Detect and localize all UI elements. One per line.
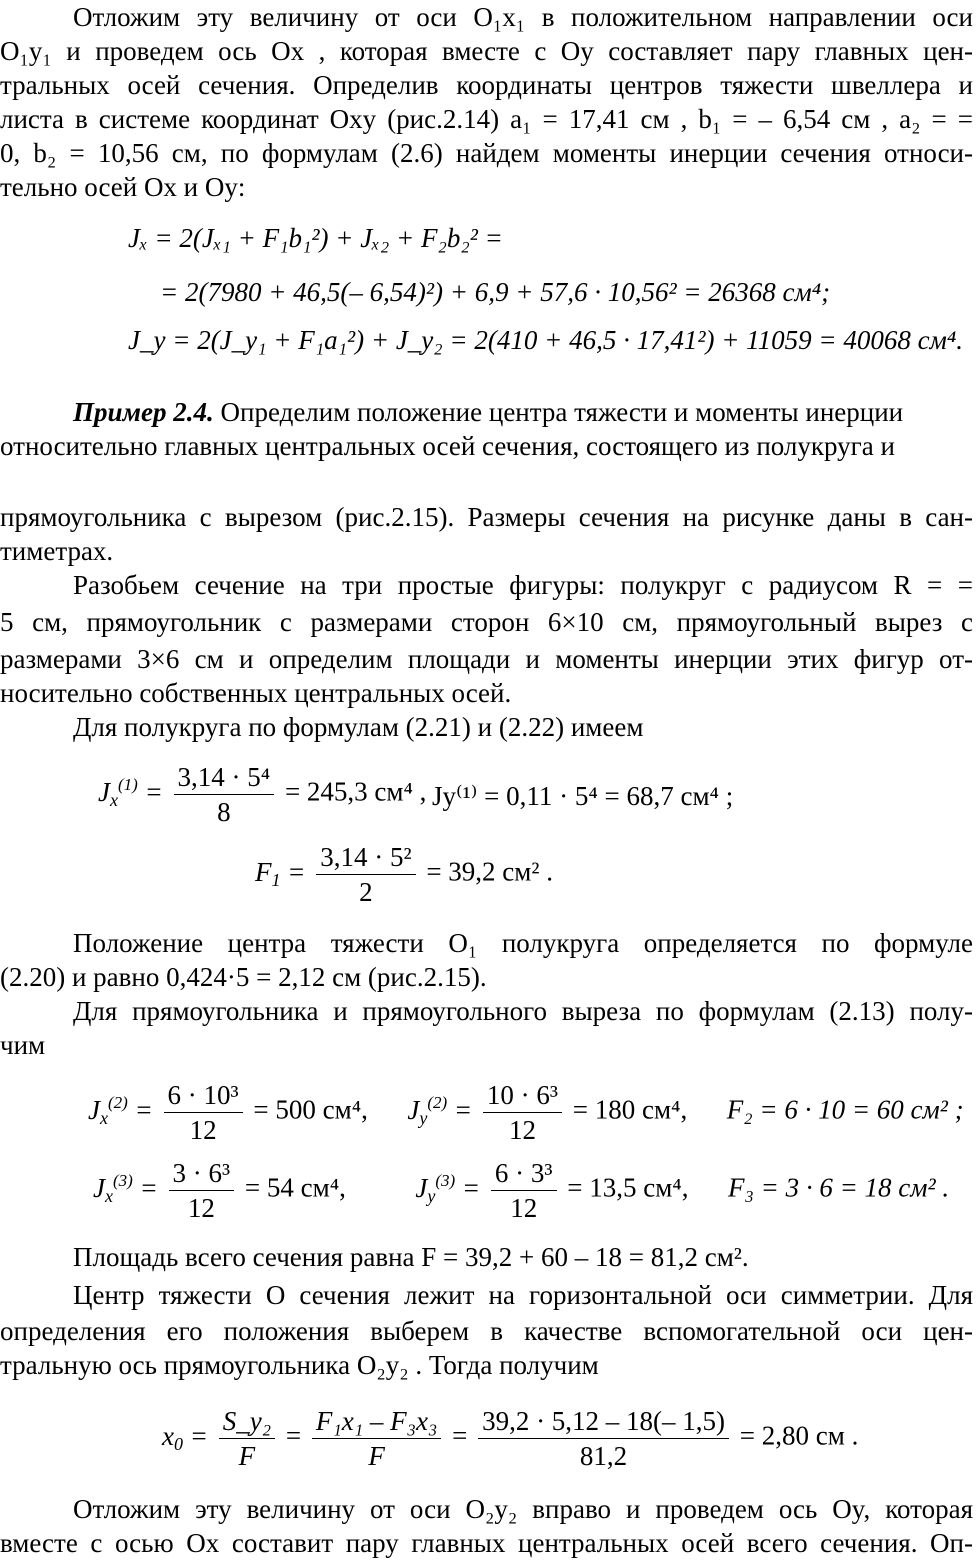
text-line: носительно собственных центральных осей. [0, 678, 512, 708]
text-line: Разобьем сечение на три простые фигуры: полукруг с радиусом R = = [73, 570, 973, 600]
text-line: определения его положения выберем в качестве вспомогательной оси цен- [0, 1316, 973, 1346]
equation-jy1: Jy⁽¹⁾ = 0,11 · 5⁴ = 68,7 см⁴ ; [432, 781, 734, 811]
text-line: вместе с осью Ox составит пару главных центральных осей всего сечения. Оп- [0, 1528, 973, 1558]
text-line: размерами 3×6 см и определим площади и моменты инерции этих фигур от- [0, 644, 973, 674]
text-line: Центр тяжести O сечения лежит на горизонтальной оси симметрии. Для [73, 1280, 973, 1310]
text-line: тральную ось прямоугольника O₂y₂ . Тогда получим [0, 1350, 599, 1380]
text-line: Для прямоугольника и прямоугольного выреза по формулам (2.13) полу- [73, 996, 973, 1026]
example-line [73, 395, 903, 429]
text-line: тельно осей Ox и Oy: [0, 172, 246, 202]
text-line: Для полукруга по формулам (2.21) и (2.22) имеем [73, 712, 644, 742]
equation-x0: $x_0$ = $\frac{\text{S\_y₂}}{F}$ = $\frac{\text{F₁x₁ – F₃x₃}}{F}$ = $\frac{39,2 \cdot 5,12 - 18(- 1,5)}{81,2}$ = 2,80 см . [162, 1406, 859, 1471]
text-line: тральных осей сечения. Определив координаты центров тяжести швеллера и [0, 70, 973, 100]
text-line: O₁y₁ и проведем ось Ox , которая вместе с Oy составляет пару главных цен- [0, 36, 973, 66]
text-line: Отложим эту величину от оси O₁x₁ в положительном направлении оси [73, 2, 973, 32]
equation-jx1: $J_x^{(1)}$ = $\frac{\text{3,14 · 5⁴}}{8}$ = 245,3 см⁴ , [98, 762, 427, 827]
text-line: 5 см, прямоугольник с размерами сторон 6×10 см, прямоугольный вырез с [0, 607, 973, 637]
equation: J_y = 2(J_y₁ + F₁a₁²) + J_y₂ = 2(410 + 46,5 · 17,41²) + 11059 = 40068 см⁴. [128, 325, 963, 355]
text-line: чим [0, 1030, 46, 1060]
text-line: относительно главных центральных осей сечения, состоящего из полукруга и [0, 431, 895, 461]
text-line: (2.20) и равно 0,424·5 = 2,12 см (рис.2.15). [0, 962, 487, 992]
text-line: тиметрах. [0, 536, 114, 566]
text-line: прямоугольника с вырезом (рис.2.15). Размеры сечения на рисунке даны в сан- [0, 502, 973, 532]
text-line: листа в системе координат Oxy (рис.2.14) a₁ = 17,41 см , b₁ = – 6,54 см , a₂ = = [0, 104, 973, 134]
equation-row-2: $J_x^{(3)}$ = $\frac{\text{3 · 6³}}{12}$ = 54 см⁴, $J_y^{(3)}$ = $\frac{\text{6 · 3³}}{12}$ = 13,5 см⁴, F₃ = 3 · 6 = 18 см² . [93, 1158, 950, 1223]
text: Определим положение центра тяжести и моменты инерции [213, 397, 904, 427]
example-label: Пример 2.4. [73, 397, 214, 427]
equation-f1: $F_1$ = $\frac{\text{3,14 · 5²}}{2}$ = 39,2 см² . [255, 842, 553, 907]
text-line: Положение центра тяжести O₁ полукруга определяется по формуле [73, 928, 973, 958]
text-line: Площадь всего сечения равна F = 39,2 + 60 – 18 = 81,2 см². [73, 1242, 749, 1272]
equation-row-1: $J_x^{(2)}$ = $\frac{\text{6 · 10³}}{12}$ = 500 см⁴, $J_y^{(2)}$ = $\frac{\text{10 · 6³}}{12}$ = 180 см⁴, F₂ = 6 · 10 = 60 см² ; [88, 1080, 964, 1145]
text-line: Отложим эту величину от оси O₂y₂ вправо и проведем ось Oy, которая [73, 1494, 973, 1524]
text-line: 0, b₂ = 10,56 см, по формулам (2.6) найдем моменты инерции сечения относи- [0, 138, 973, 168]
equation: Jₓ = 2(Jₓ₁ + F₁b₁²) + Jₓ₂ + F₂b₂² = [128, 223, 503, 253]
equation: = 2(7980 + 46,5(– 6,54)²) + 6,9 + 57,6 · 10,56² = 26368 см⁴; [160, 277, 831, 307]
